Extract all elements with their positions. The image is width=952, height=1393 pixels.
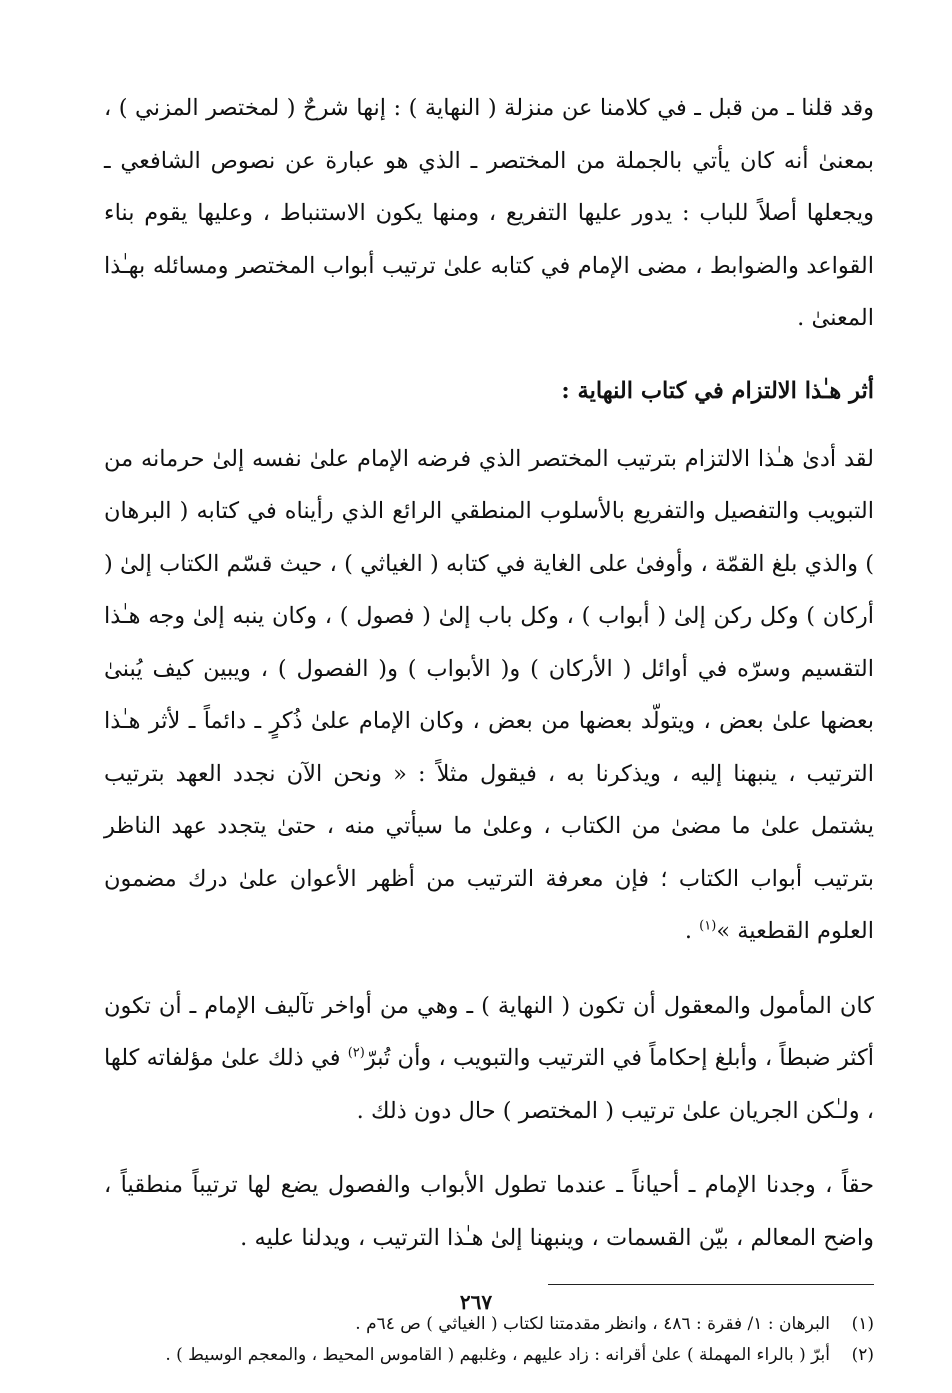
paragraph-effect-text: لقد أدىٰ هـٰذا الالتزام بترتيب المختصر الذي فرضه الإمام علىٰ نفسه إلىٰ حرمانه من التبويب والتفصيل والتفريع بالأسلوب المنطقي الرائع الذي رأيناه في كتابه ( البرهان ) والذي بلغ القمّة ، وأوفىٰ على الغاية في كتابه ( الغياثي ) ، حيث قسّم الكتاب إلىٰ ( أركان ) وكل ركن إلىٰ ( أبواب ) ، وكل باب إلىٰ ( فصول ) ، وكان ينبه إلىٰ وجه هـٰذا التقسيم وسرّه في أوائل ( الأركان ) و( الأبواب ) و( الفصول ) ، ويبين كيف يُبنىٰ بعضها علىٰ بعض ، ويتولّد بعضها من بعض ، وكان الإمام علىٰ ذُكرٍ ـ دائماً ـ لأثر هـٰذا الترتيب ، ينبهنا إليه ، ويذكرنا به ، فيقول مثلاً : « ونحن الآن نجدد العهد بترتيب يشتمل علىٰ ما مضىٰ من الكتاب ، وعلىٰ ما سيأتي منه ، حتىٰ يتجدد عهد الناظر بترتيب أبواب الكتاب ؛ فإن معرفة الترتيب من أظهر الأعوان علىٰ درك مضمون العلوم القطعية »: [104, 445, 874, 944]
paragraph-conclusion: حقاً ، وجدنا الإمام ـ أحياناً ـ عندما تطول الأبواب والفصول يضع لها ترتيباً منطقياً ، واضح المعالم ، بيّن القسمات ، وينبهنا إلىٰ هـٰذا الترتيب ، ويدلنا عليه .: [104, 1172, 874, 1251]
footnote-ref-1: (١): [699, 918, 717, 934]
footnote-divider: [548, 1284, 874, 1285]
footnote-text: البرهان : ١/ فقرة : ٤٨٦ ، وانظر مقدمتنا لكتاب ( الغياثي ) ص ٦٤م .: [355, 1314, 830, 1334]
footnote-text: أبرّ ( بالراء المهملة ) علىٰ أقرانه : زاد عليهم ، وغلبهم ( القاموس المحيط ، والمعجم الوسيط ) .: [165, 1345, 830, 1365]
footnote-number: (٢): [851, 1345, 874, 1365]
footnote-item: [104, 1340, 874, 1371]
paragraph-expectation: [104, 980, 874, 1138]
paragraph-expectation-text-a: كان المأمول والمعقول أن تكون ( النهاية ) ـ وهي من أواخر تآليف الإمام ـ أن تكون أكثر ضبطاً ، وأبلغ إحكاماً في الترتيب والتبويب ، وأن تُبرّ: [104, 992, 874, 1071]
paragraph-expectation-text-b: في ذلك علىٰ مؤلفاته كلها ، ولـٰكن الجريان علىٰ ترتيب ( المختصر ) حال دون ذلك .: [104, 1045, 874, 1124]
paragraph-effect: [104, 433, 874, 958]
page-number: ٢٦٧: [459, 1290, 493, 1314]
paragraph-intro: وقد قلنا ـ من قبل ـ في كلامنا عن منزلة ( النهاية ) : إنها شرحٌ ( لمختصر المزني ) ، بمعنىٰ أنه كان يأتي بالجملة من المختصر ـ الذي هو عبارة عن نصوص الشافعي ـ ويجعلها أصلاً للباب : يدور عليها التفريع ، ومنها يكون الاستنباط ، وعليها يقوم بناء القواعد والضوابط ، مضى الإمام في كتابه علىٰ ترتيب أبواب المختصر ومسائله بهـٰذا المعنىٰ .: [104, 95, 874, 331]
paragraph-effect-end: .: [684, 918, 700, 944]
footnotes: [104, 1309, 874, 1371]
footnote-ref-2: (٢): [347, 1045, 365, 1061]
section-heading: أثر هـٰذا الالتزام في كتاب النهاية :: [561, 377, 874, 404]
footnote-number: (١): [851, 1314, 874, 1334]
